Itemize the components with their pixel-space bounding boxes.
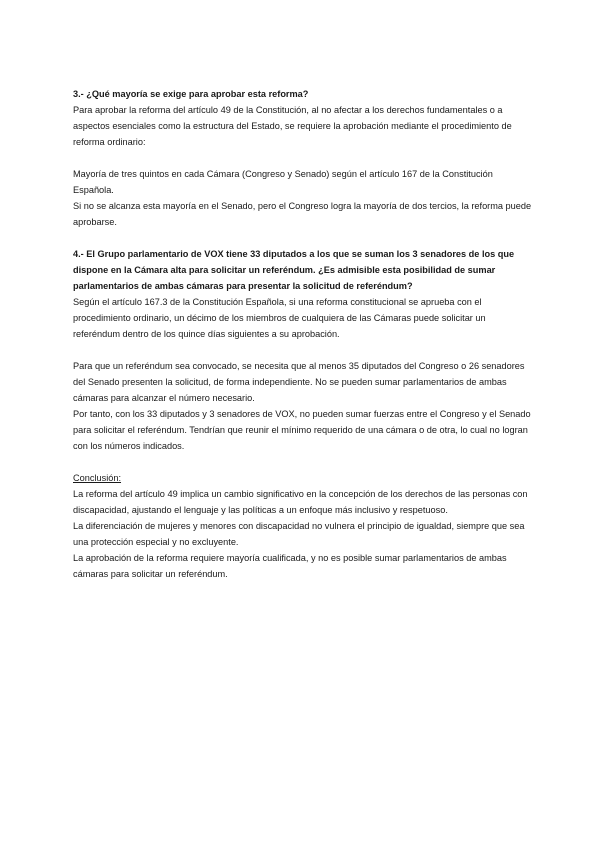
spacer <box>73 230 535 246</box>
section-4 <box>73 246 535 454</box>
section-4-answer-2: Para que un referéndum sea convocado, se necesita que al menos 35 diputados del Congreso o 26 senadores del Senado presenten la solicitud, de forma independiente. No se pueden sumar parlamentarios de ambas cámaras para alcanzar el número necesario. <box>73 361 525 403</box>
section-4-answer-3: Por tanto, con los 33 diputados y 3 senadores de VOX, no pueden sumar fuerzas entre el Congreso y el Senado para solicitar el referéndum. Tendrían que reunir el mínimo requerido de una cámara o de otra, lo cual no logran con los números indicados. <box>73 409 531 451</box>
conclusion-heading: Conclusión: <box>73 473 122 483</box>
section-4-answer-1: Según el artículo 167.3 de la Constitución Española, si una reforma constitucional se aprueba con el procedimiento ordinario, un décimo de los miembros de cualquiera de las Cámaras puede solicitar un referéndum dentro de los quince días siguientes a su aprobación. <box>73 297 486 339</box>
conclusion-section <box>73 470 535 582</box>
document-page <box>73 86 535 582</box>
section-3-intro: Para aprobar la reforma del artículo 49 de la Constitución, al no afectar a los derechos fundamentales o a aspectos esenciales como la estructura del Estado, se requiere la aprobación mediante el procedimiento de reforma ordinario: <box>73 105 512 147</box>
section-4-question: 4.- El Grupo parlamentario de VOX tiene 33 diputados a los que se suman los 3 senadores de los que dispone en la Cámara alta para solicitar un referéndum. ¿Es admisible esta posibilidad de sumar parlamentarios de ambas cámaras para presentar la solicitud de referéndum? <box>73 249 515 291</box>
section-3 <box>73 86 535 230</box>
section-3-question: 3.- ¿Qué mayoría se exige para aprobar esta reforma? <box>73 89 309 99</box>
conclusion-paragraph-1: La reforma del artículo 49 implica un cambio significativo en la concepción de los derechos de las personas con discapacidad, ajustando el lenguaje y las políticas a un enfoque más inclusivo y respetuoso. <box>73 489 528 515</box>
spacer <box>73 454 535 470</box>
spacer <box>73 342 535 358</box>
spacer <box>73 150 535 166</box>
conclusion-paragraph-3: La aprobación de la reforma requiere mayoría cualificada, y no es posible sumar parlamentarios de ambas cámaras para solicitar un referéndum. <box>73 553 507 579</box>
section-3-alternative: Si no se alcanza esta mayoría en el Senado, pero el Congreso logra la mayoría de dos tercios, la reforma puede aprobarse. <box>73 201 532 227</box>
conclusion-paragraph-2: La diferenciación de mujeres y menores con discapacidad no vulnera el principio de igualdad, siempre que sea una protección especial y no excluyente. <box>73 521 525 547</box>
section-3-majority: Mayoría de tres quintos en cada Cámara (Congreso y Senado) según el artículo 167 de la Constitución Española. <box>73 169 493 195</box>
